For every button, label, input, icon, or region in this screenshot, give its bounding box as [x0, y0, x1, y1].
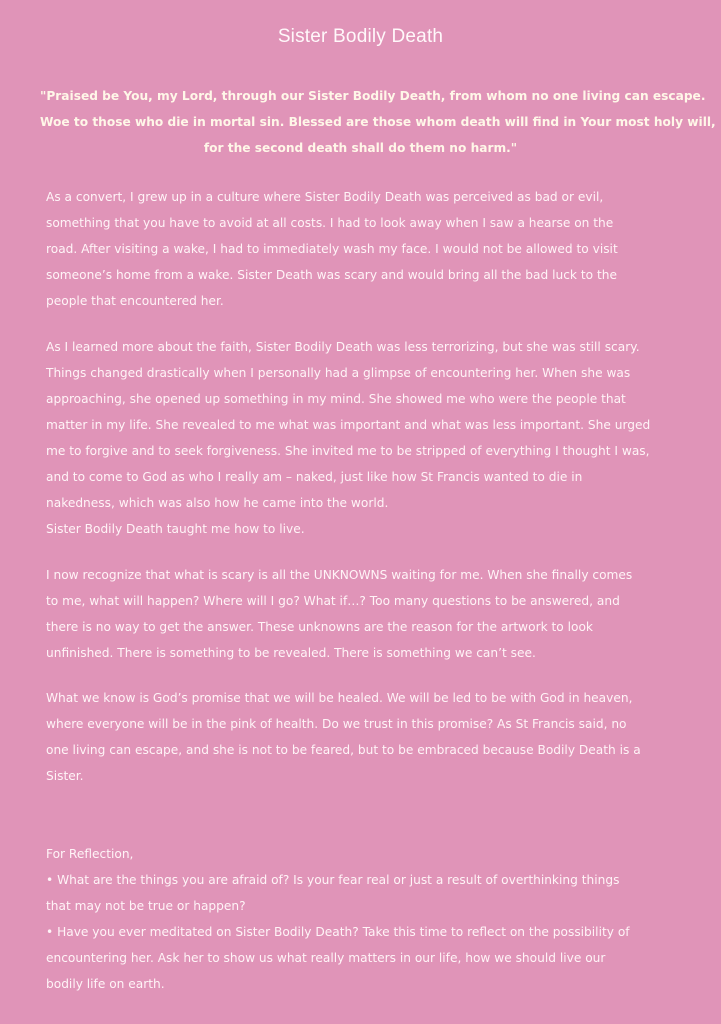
text-line: people that encountered her. — [46, 294, 224, 308]
reflection-heading: For Reflection, — [46, 847, 134, 861]
text-line: Things changed drastically when I personally had a glimpse of encountering her. When she was — [46, 366, 631, 380]
text-line: road. After visiting a wake, I had to immediately wash my face. I would not be allowed to visit — [46, 242, 618, 256]
quote-line: Woe to those who die in mortal sin. Blessed are those whom death will find in Your most holy will, — [40, 115, 716, 129]
reflection-section — [46, 841, 686, 997]
text-line: nakedness, which was also how he came into the world. — [46, 496, 389, 510]
reflection-item: that may not be true or happen? — [46, 899, 246, 913]
text-line: to me, what will happen? Where will I go? What if…? Too many questions to be answered, and — [46, 594, 620, 608]
text-line: As a convert, I grew up in a culture where Sister Bodily Death was perceived as bad or evil, — [46, 190, 604, 204]
text-line: one living can escape, and she is not to be feared, but to be embraced because Bodily Death is a — [46, 743, 641, 757]
paragraph-convert — [46, 184, 686, 314]
paragraph-unknowns — [46, 562, 686, 666]
text-line: What we know is God’s promise that we will be healed. We will be led to be with God in heaven, — [46, 691, 633, 705]
quote-line: "Praised be You, my Lord, through our Sister Bodily Death, from whom no one living can escape. — [40, 89, 706, 103]
text-line: unfinished. There is something to be revealed. There is something we can’t see. — [46, 646, 536, 660]
text-line: approaching, she opened up something in my mind. She showed me who were the people that — [46, 392, 626, 406]
opening-quote — [40, 83, 716, 161]
reflection-item: • What are the things you are afraid of? Is your fear real or just a result of overthinking things — [46, 873, 620, 887]
text-line: Sister Bodily Death taught me how to live. — [46, 522, 305, 536]
text-line: someone’s home from a wake. Sister Death was scary and would bring all the bad luck to the — [46, 268, 617, 282]
text-line: matter in my life. She revealed to me what was important and what was less important. She urged — [46, 418, 651, 432]
text-line: Sister. — [46, 769, 84, 783]
quote-line: for the second death shall do them no harm." — [203, 141, 518, 155]
page-title: Sister Bodily Death — [277, 26, 444, 47]
reflection-item: • Have you ever meditated on Sister Bodily Death? Take this time to reflect on the possibility of — [46, 925, 630, 939]
text-line: there is no way to get the answer. These unknowns are the reason for the artwork to look — [46, 620, 593, 634]
text-line: where everyone will be in the pink of health. Do we trust in this promise? As St Francis said, no — [46, 717, 627, 731]
text-line: something that you have to avoid at all costs. I had to look away when I saw a hearse on the — [46, 216, 614, 230]
paragraph-promise — [46, 685, 686, 789]
text-line: and to come to God as who I really am – naked, just like how St Francis wanted to die in — [46, 470, 583, 484]
text-line: I now recognize that what is scary is all the UNKNOWNS waiting for me. When she finally comes — [46, 568, 633, 582]
reflection-item: encountering her. Ask her to show us what really matters in our life, how we should live our — [46, 951, 606, 965]
reflection-item: bodily life on earth. — [46, 977, 165, 991]
paragraph-faith — [46, 334, 686, 542]
text-line: me to forgive and to seek forgiveness. She invited me to be stripped of everything I thought I was, — [46, 444, 650, 458]
text-line: As I learned more about the faith, Sister Bodily Death was less terrorizing, but she was still scary. — [46, 340, 640, 354]
